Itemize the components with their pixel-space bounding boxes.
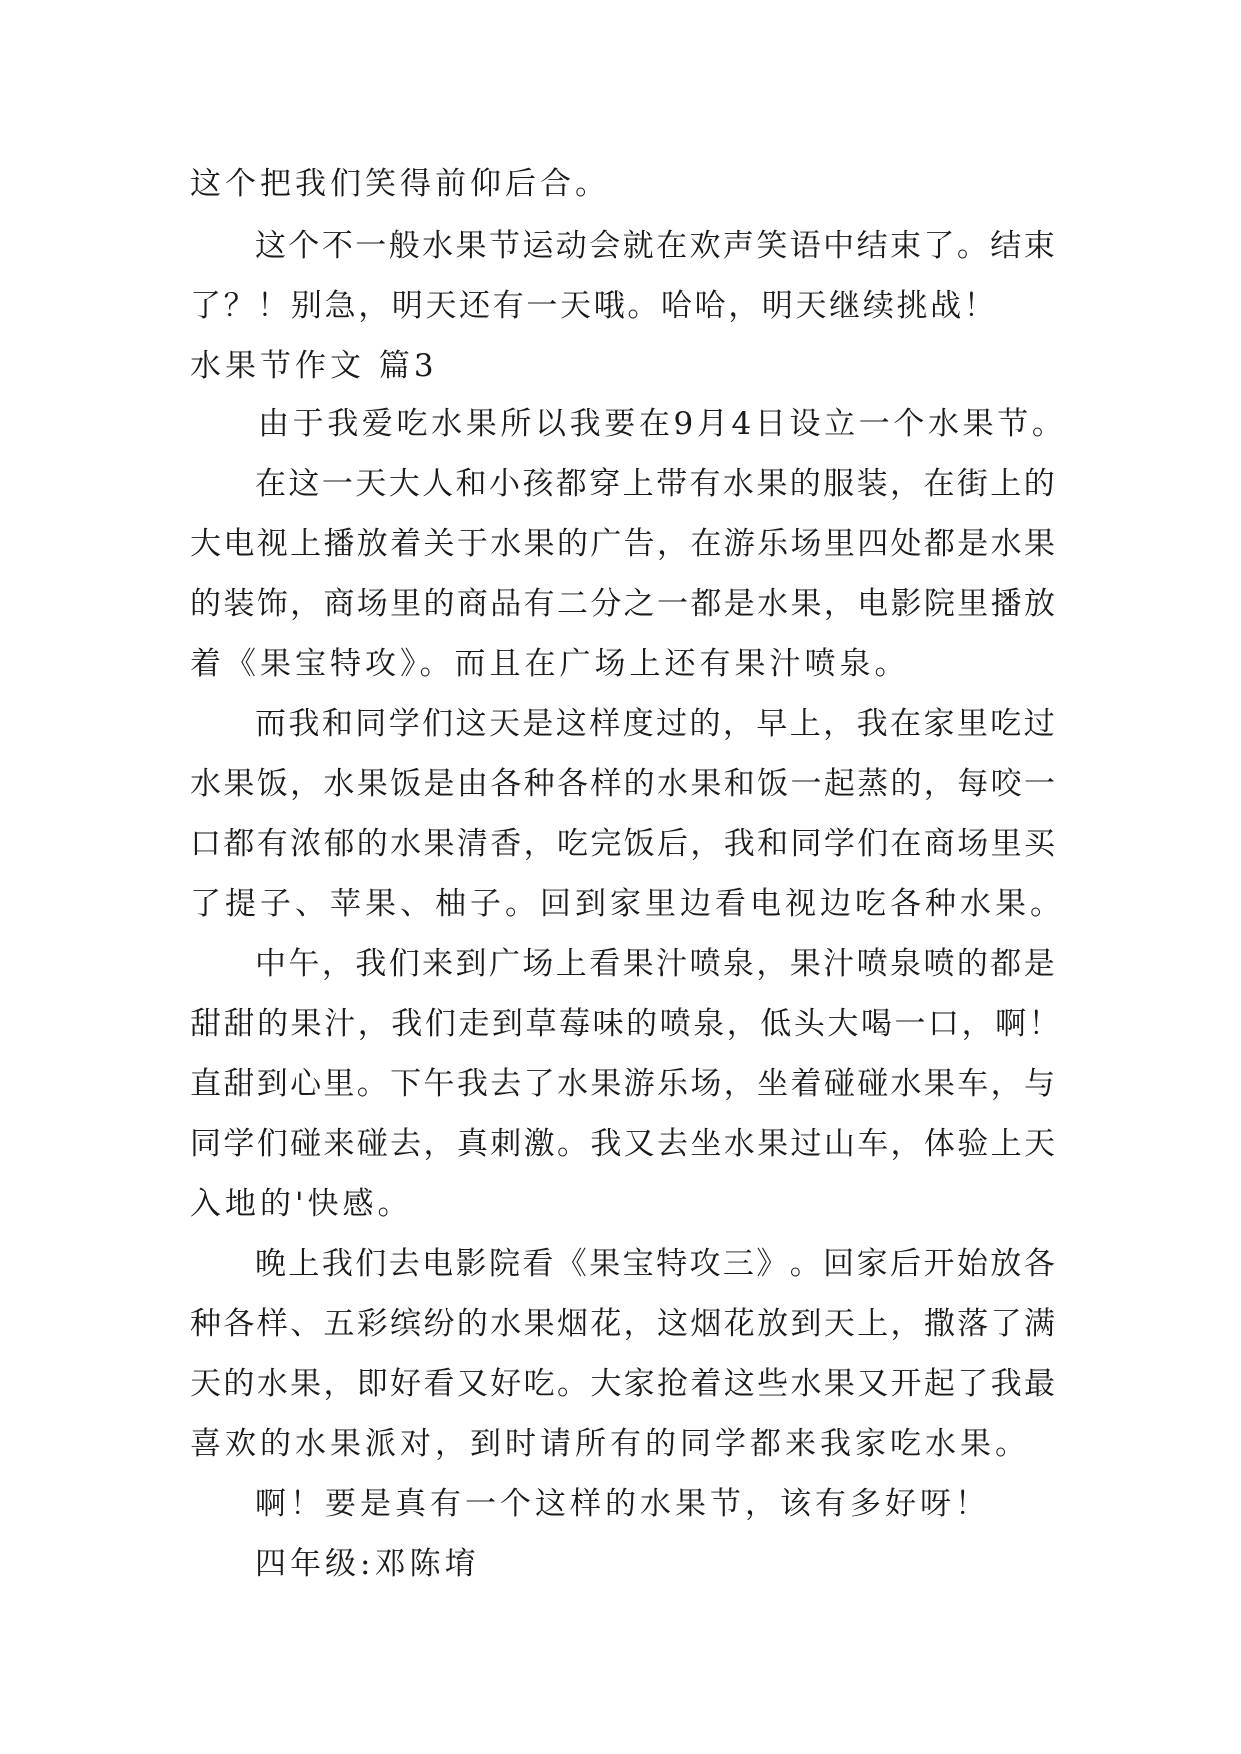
text-line: 这个把我们笑得前仰后合。 <box>190 166 610 202</box>
text-line: 大 电 视 上 播 放 着 关 于 水 果 的 广 告 ， 在 游 乐 场 里 四 处 都 是 水 果 <box>190 526 1055 562</box>
text-line: 由 于 我 爱 吃 水 果 所 以 我 要 在 9 月 4 日 设 立 一 个 水 果 节 。 <box>258 406 1063 442</box>
text-line: 这 个 不 一 般 水 果 节 运 动 会 就 在 欢 声 笑 语 中 结 束 了 。 结 束 <box>255 228 1055 264</box>
text-line: 了提子、苹果、柚子。回到家里边看电视边吃各种水果。 <box>190 886 1065 922</box>
text-line: 在 这 一 天 大 人 和 小 孩 都 穿 上 带 有 水 果 的 服 装 ， 在 街 上 的 <box>255 466 1055 502</box>
text-line: 而 我 和 同 学 们 这 天 是 这 样 度 过 的 ， 早 上 ， 我 在 家 里 吃 过 <box>255 706 1055 742</box>
text-line: 直 甜 到 心 里 。 下 午 我 去 了 水 果 游 乐 场 ， 坐 着 碰 碰 水 果 车 ， 与 <box>190 1066 1055 1102</box>
text-line: 啊！要是真有一个这样的水果节，该有多好呀！ <box>255 1486 990 1522</box>
text-line: 晚 上 我 们 去 电 影 院 看 《 果 宝 特 攻 三 》 。 回 家 后 开 始 放 各 <box>255 1246 1055 1282</box>
text-line: 种 各 样 、 五 彩 缤 纷 的 水 果 烟 花 ， 这 烟 花 放 到 天 上 ， 撒 落 了 满 <box>190 1306 1055 1342</box>
text-line: 口 都 有 浓 郁 的 水 果 清 香 ， 吃 完 饭 后 ， 我 和 同 学 们 在 商 场 里 买 <box>190 826 1055 862</box>
text-line: 了 ？ ！ 别 急 ， 明 天 还 有 一 天 哦 。 哈 哈 ， 明 天 继 续 挑 战 ！ <box>190 288 995 324</box>
author-line: 四年级:邓陈堉 <box>255 1546 480 1582</box>
text-line: 同 学 们 碰 来 碰 去 ， 真 刺 激 。 我 又 去 坐 水 果 过 山 车 ， 体 验 上 天 <box>190 1126 1055 1162</box>
text-line: 中 午 ， 我 们 来 到 广 场 上 看 果 汁 喷 泉 ， 果 汁 喷 泉 喷 的 都 是 <box>255 946 1055 982</box>
text-line: 着《果宝特攻》。而且在广场上还有果汁喷泉。 <box>190 646 910 682</box>
text-line: 入地的'快感。 <box>190 1186 413 1222</box>
text-line: 天 的 水 果 ， 即 好 看 又 好 吃 。 大 家 抢 着 这 些 水 果 又 开 起 了 我 最 <box>190 1366 1055 1402</box>
text-line: 的 装 饰 ， 商 场 里 的 商 品 有 二 分 之 一 都 是 水 果 ， 电 影 院 里 播 放 <box>190 586 1055 622</box>
text-line: 甜 甜 的 果 汁 ， 我 们 走 到 草 莓 味 的 喷 泉 ， 低 头 大 喝 一 口 ， 啊 ！ <box>190 1006 1060 1042</box>
text-line: 水 果 饭 ， 水 果 饭 是 由 各 种 各 样 的 水 果 和 饭 一 起 蒸 的 ， 每 咬 一 <box>190 766 1055 802</box>
section-heading: 水果节作文 篇3 <box>190 348 438 384</box>
text-line: 喜欢的水果派对，到时请所有的同学都来我家吃水果。 <box>190 1426 1030 1462</box>
